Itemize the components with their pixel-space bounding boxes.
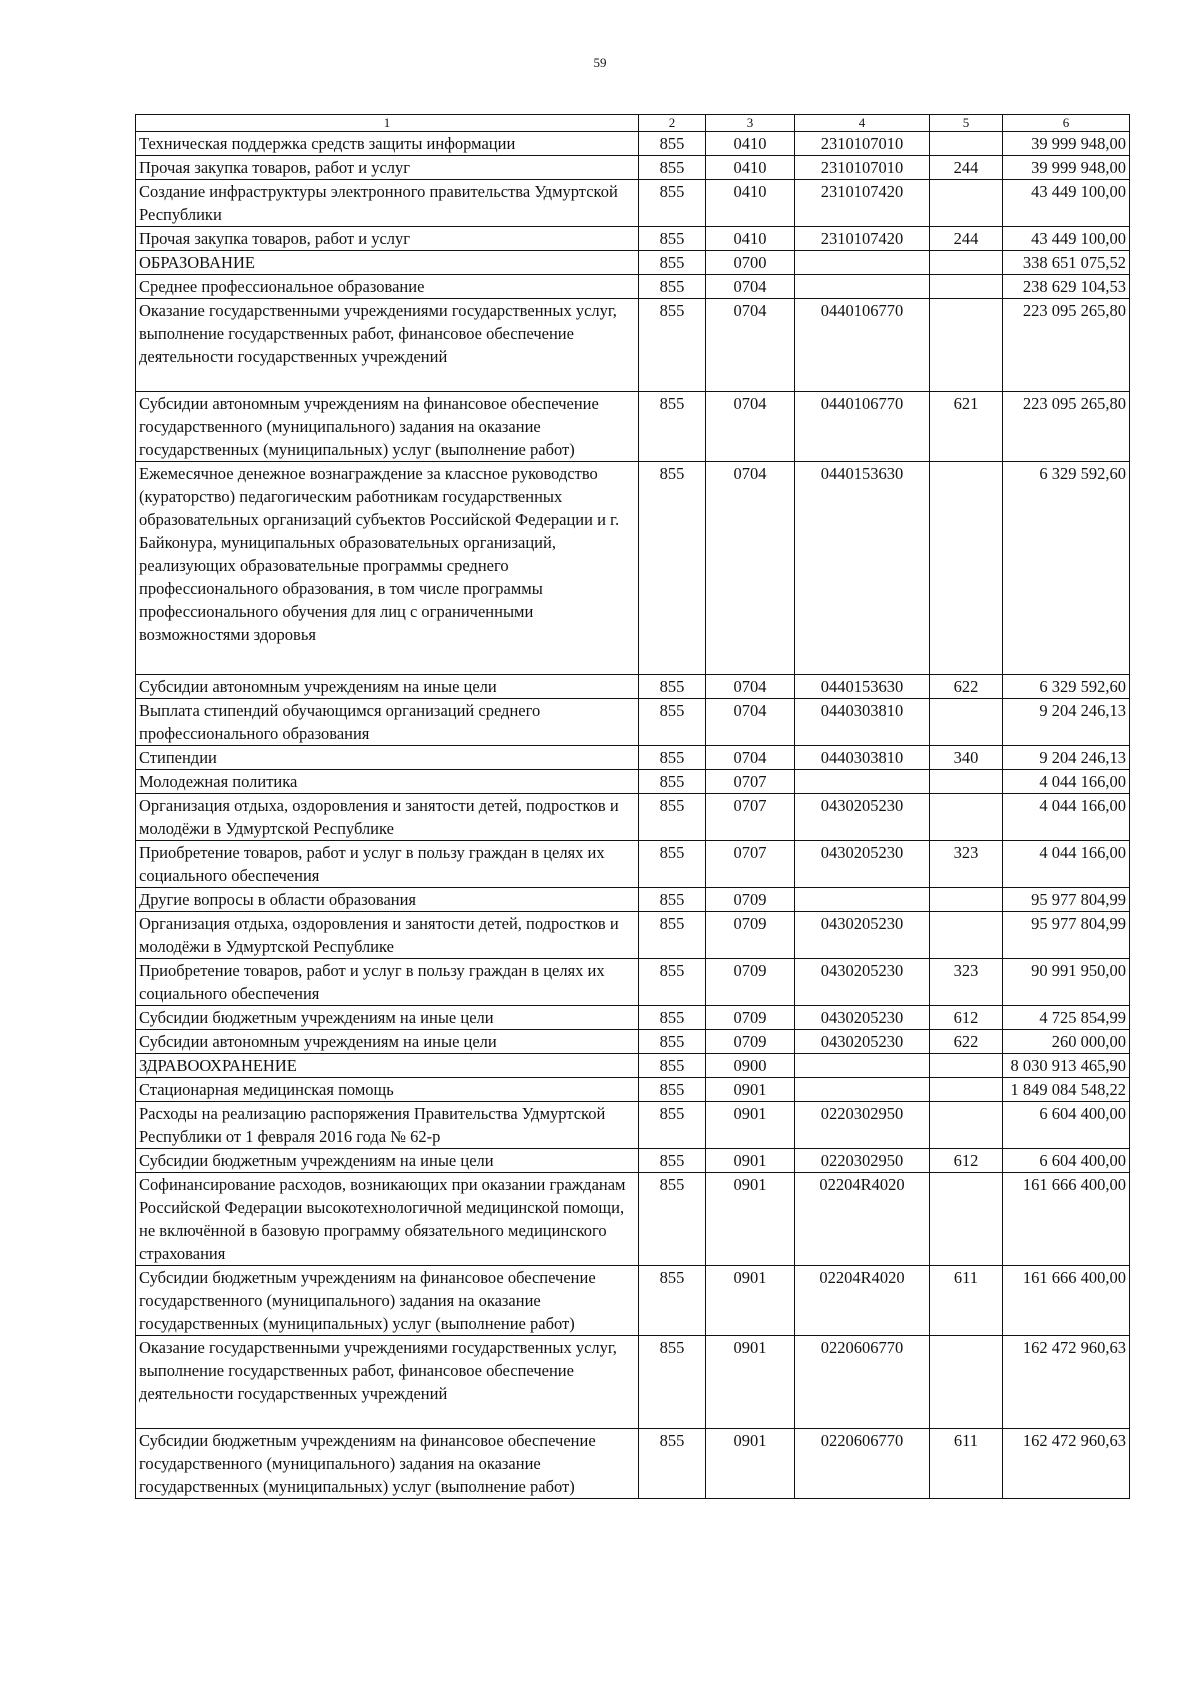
- item-name-cell: Организация отдыха, оздоровления и занятости детей, подростков и молодёжи в Удмуртской Республике: [136, 794, 639, 841]
- expense-type-cell: [930, 1336, 1003, 1429]
- item-name-cell: Приобретение товаров, работ и услуг в пользу граждан в целях их социального обеспечения: [136, 841, 639, 888]
- item-name-cell: Субсидии автономным учреждениям на иные цели: [136, 675, 639, 699]
- section-code-cell: 0704: [706, 746, 795, 770]
- table-row: [136, 841, 1130, 888]
- amount-cell: 43 449 100,00: [1003, 180, 1130, 227]
- item-name-cell: ЗДРАВООХРАНЕНИЕ: [136, 1054, 639, 1078]
- amount-cell: 6 604 400,00: [1003, 1149, 1130, 1173]
- admin-code-cell: 855: [639, 1030, 706, 1054]
- target-article-cell: [795, 770, 930, 794]
- admin-code-cell: 855: [639, 1006, 706, 1030]
- target-article-cell: 2310107420: [795, 180, 930, 227]
- target-article-cell: 0440303810: [795, 746, 930, 770]
- expense-type-cell: 612: [930, 1149, 1003, 1173]
- table-row: [136, 392, 1130, 462]
- target-article-cell: 02204R4020: [795, 1173, 930, 1266]
- section-code-cell: 0707: [706, 770, 795, 794]
- table-row: [136, 180, 1130, 227]
- section-code-cell: 0901: [706, 1173, 795, 1266]
- target-article-cell: 0430205230: [795, 912, 930, 959]
- table-row: [136, 156, 1130, 180]
- admin-code-cell: 855: [639, 959, 706, 1006]
- item-name-cell: Субсидии бюджетным учреждениям на финансовое обеспечение государственного (муниципального) задания на оказание государственных (муниципальных) услуг (выполнение работ): [136, 1429, 639, 1499]
- item-name-cell: Приобретение товаров, работ и услуг в пользу граждан в целях их социального обеспечения: [136, 959, 639, 1006]
- table-row: [136, 132, 1130, 156]
- target-article-cell: 0220606770: [795, 1429, 930, 1499]
- target-article-cell: 0220302950: [795, 1149, 930, 1173]
- item-name-cell: Выплата стипендий обучающимся организаций среднего профессионального образования: [136, 699, 639, 746]
- expense-type-cell: 621: [930, 392, 1003, 462]
- expense-type-cell: [930, 180, 1003, 227]
- amount-cell: 162 472 960,63: [1003, 1429, 1130, 1499]
- amount-cell: 6 329 592,60: [1003, 675, 1130, 699]
- section-code-cell: 0901: [706, 1266, 795, 1336]
- amount-cell: 162 472 960,63: [1003, 1336, 1130, 1429]
- item-name-cell: Создание инфраструктуры электронного правительства Удмуртской Республики: [136, 180, 639, 227]
- target-article-cell: [795, 1078, 930, 1102]
- expense-type-cell: [930, 699, 1003, 746]
- table-row: [136, 1006, 1130, 1030]
- amount-cell: 4 044 166,00: [1003, 794, 1130, 841]
- expense-type-cell: 323: [930, 841, 1003, 888]
- item-name-cell: Прочая закупка товаров, работ и услуг: [136, 227, 639, 251]
- amount-cell: 223 095 265,80: [1003, 392, 1130, 462]
- expense-type-cell: 622: [930, 675, 1003, 699]
- table-row: [136, 794, 1130, 841]
- admin-code-cell: 855: [639, 156, 706, 180]
- section-code-cell: 0704: [706, 699, 795, 746]
- amount-cell: 6 329 592,60: [1003, 462, 1130, 675]
- expense-type-cell: [930, 1102, 1003, 1149]
- item-name-cell: Молодежная политика: [136, 770, 639, 794]
- header-cell: 6: [1003, 115, 1130, 132]
- amount-cell: 161 666 400,00: [1003, 1266, 1130, 1336]
- item-name-cell: Субсидии бюджетным учреждениям на иные цели: [136, 1006, 639, 1030]
- admin-code-cell: 855: [639, 888, 706, 912]
- amount-cell: 1 849 084 548,22: [1003, 1078, 1130, 1102]
- target-article-cell: 0440153630: [795, 462, 930, 675]
- table-row: [136, 888, 1130, 912]
- item-name-cell: Организация отдыха, оздоровления и занятости детей, подростков и молодёжи в Удмуртской Республике: [136, 912, 639, 959]
- section-code-cell: 0709: [706, 912, 795, 959]
- section-code-cell: 0410: [706, 156, 795, 180]
- target-article-cell: 0220606770: [795, 1336, 930, 1429]
- admin-code-cell: 855: [639, 132, 706, 156]
- section-code-cell: 0410: [706, 227, 795, 251]
- target-article-cell: 0440153630: [795, 675, 930, 699]
- section-code-cell: 0709: [706, 888, 795, 912]
- table-row: [136, 746, 1130, 770]
- header-cell: 3: [706, 115, 795, 132]
- expense-type-cell: [930, 132, 1003, 156]
- admin-code-cell: 855: [639, 841, 706, 888]
- admin-code-cell: 855: [639, 1054, 706, 1078]
- item-name-cell: Субсидии автономным учреждениям на иные цели: [136, 1030, 639, 1054]
- admin-code-cell: 855: [639, 392, 706, 462]
- admin-code-cell: 855: [639, 699, 706, 746]
- section-code-cell: 0704: [706, 462, 795, 675]
- table-row: [136, 959, 1130, 1006]
- table-row: [136, 770, 1130, 794]
- admin-code-cell: 855: [639, 1149, 706, 1173]
- item-name-cell: Среднее профессиональное образование: [136, 275, 639, 299]
- table-row: [136, 299, 1130, 392]
- target-article-cell: 2310107420: [795, 227, 930, 251]
- amount-cell: 43 449 100,00: [1003, 227, 1130, 251]
- admin-code-cell: 855: [639, 912, 706, 959]
- admin-code-cell: 855: [639, 275, 706, 299]
- admin-code-cell: 855: [639, 180, 706, 227]
- target-article-cell: 0440303810: [795, 699, 930, 746]
- item-name-cell: Оказание государственными учреждениями государственных услуг, выполнение государственных работ, финансовое обеспечение деятельности государственных учреждений: [136, 299, 639, 392]
- target-article-cell: 0440106770: [795, 299, 930, 392]
- expense-type-cell: [930, 1054, 1003, 1078]
- table-row: [136, 1429, 1130, 1499]
- section-code-cell: 0704: [706, 299, 795, 392]
- table-row: [136, 1054, 1130, 1078]
- target-article-cell: 0430205230: [795, 1006, 930, 1030]
- table-row: [136, 1102, 1130, 1149]
- amount-cell: 9 204 246,13: [1003, 699, 1130, 746]
- budget-table: [135, 114, 1130, 1499]
- target-article-cell: 0430205230: [795, 841, 930, 888]
- expense-type-cell: [930, 912, 1003, 959]
- section-code-cell: 0901: [706, 1102, 795, 1149]
- table-row: [136, 1173, 1130, 1266]
- target-article-cell: [795, 1054, 930, 1078]
- item-name-cell: Субсидии бюджетным учреждениям на иные цели: [136, 1149, 639, 1173]
- section-code-cell: 0707: [706, 841, 795, 888]
- target-article-cell: [795, 251, 930, 275]
- amount-cell: 8 030 913 465,90: [1003, 1054, 1130, 1078]
- amount-cell: 4 044 166,00: [1003, 841, 1130, 888]
- table-row: [136, 275, 1130, 299]
- section-code-cell: 0709: [706, 1030, 795, 1054]
- section-code-cell: 0700: [706, 251, 795, 275]
- item-name-cell: Прочая закупка товаров, работ и услуг: [136, 156, 639, 180]
- section-code-cell: 0704: [706, 675, 795, 699]
- table-row: [136, 227, 1130, 251]
- admin-code-cell: 855: [639, 794, 706, 841]
- admin-code-cell: 855: [639, 770, 706, 794]
- expense-type-cell: 244: [930, 227, 1003, 251]
- expense-type-cell: 622: [930, 1030, 1003, 1054]
- amount-cell: 223 095 265,80: [1003, 299, 1130, 392]
- header-cell: 4: [795, 115, 930, 132]
- admin-code-cell: 855: [639, 251, 706, 275]
- admin-code-cell: 855: [639, 675, 706, 699]
- section-code-cell: 0901: [706, 1149, 795, 1173]
- expense-type-cell: 612: [930, 1006, 1003, 1030]
- expense-type-cell: 611: [930, 1266, 1003, 1336]
- item-name-cell: Расходы на реализацию распоряжения Правительства Удмуртской Республики от 1 февраля 2016 года № 62-р: [136, 1102, 639, 1149]
- table-row: [136, 1266, 1130, 1336]
- expense-type-cell: 244: [930, 156, 1003, 180]
- amount-cell: 39 999 948,00: [1003, 132, 1130, 156]
- amount-cell: 90 991 950,00: [1003, 959, 1130, 1006]
- item-name-cell: Ежемесячное денежное вознаграждение за классное руководство (кураторство) педагогическим работникам государственных образовательных организаций субъектов Российской Федерации и г. Байконура, муниципальных образовательных организаций, реализующих образовательные программы среднего профессионального образования, в том числе программы профессионального обучения для лиц с ограниченными возможностями здоровья: [136, 462, 639, 675]
- expense-type-cell: [930, 888, 1003, 912]
- amount-cell: 260 000,00: [1003, 1030, 1130, 1054]
- amount-cell: 338 651 075,52: [1003, 251, 1130, 275]
- item-name-cell: Субсидии бюджетным учреждениям на финансовое обеспечение государственного (муниципального) задания на оказание государственных (муниципальных) услуг (выполнение работ): [136, 1266, 639, 1336]
- admin-code-cell: 855: [639, 1078, 706, 1102]
- target-article-cell: 0220302950: [795, 1102, 930, 1149]
- section-code-cell: 0901: [706, 1078, 795, 1102]
- header-row: [136, 115, 1130, 132]
- amount-cell: 95 977 804,99: [1003, 912, 1130, 959]
- table-row: [136, 462, 1130, 675]
- expense-type-cell: [930, 770, 1003, 794]
- expense-type-cell: 323: [930, 959, 1003, 1006]
- item-name-cell: Софинансирование расходов, возникающих при оказании гражданам Российской Федерации высокотехнологичной медицинской помощи, не включённой в базовую программу обязательного медицинского страхования: [136, 1173, 639, 1266]
- item-name-cell: Стипендии: [136, 746, 639, 770]
- target-article-cell: [795, 888, 930, 912]
- amount-cell: 95 977 804,99: [1003, 888, 1130, 912]
- amount-cell: 161 666 400,00: [1003, 1173, 1130, 1266]
- target-article-cell: 0430205230: [795, 1030, 930, 1054]
- item-name-cell: Стационарная медицинская помощь: [136, 1078, 639, 1102]
- section-code-cell: 0709: [706, 959, 795, 1006]
- expense-type-cell: [930, 275, 1003, 299]
- amount-cell: 238 629 104,53: [1003, 275, 1130, 299]
- section-code-cell: 0410: [706, 180, 795, 227]
- item-name-cell: ОБРАЗОВАНИЕ: [136, 251, 639, 275]
- target-article-cell: 0430205230: [795, 959, 930, 1006]
- table-row: [136, 251, 1130, 275]
- target-article-cell: [795, 275, 930, 299]
- expense-type-cell: [930, 1173, 1003, 1266]
- admin-code-cell: 855: [639, 1429, 706, 1499]
- section-code-cell: 0707: [706, 794, 795, 841]
- target-article-cell: 2310107010: [795, 156, 930, 180]
- table-row: [136, 699, 1130, 746]
- amount-cell: 39 999 948,00: [1003, 156, 1130, 180]
- table-row: [136, 912, 1130, 959]
- amount-cell: 9 204 246,13: [1003, 746, 1130, 770]
- item-name-cell: Другие вопросы в области образования: [136, 888, 639, 912]
- target-article-cell: 02204R4020: [795, 1266, 930, 1336]
- section-code-cell: 0704: [706, 392, 795, 462]
- section-code-cell: 0709: [706, 1006, 795, 1030]
- header-cell: 1: [136, 115, 639, 132]
- admin-code-cell: 855: [639, 299, 706, 392]
- expense-type-cell: [930, 299, 1003, 392]
- section-code-cell: 0901: [706, 1336, 795, 1429]
- section-code-cell: 0901: [706, 1429, 795, 1499]
- expense-type-cell: 340: [930, 746, 1003, 770]
- amount-cell: 4 044 166,00: [1003, 770, 1130, 794]
- table-row: [136, 1030, 1130, 1054]
- target-article-cell: 0440106770: [795, 392, 930, 462]
- page-number: 59: [593, 55, 607, 70]
- amount-cell: 6 604 400,00: [1003, 1102, 1130, 1149]
- expense-type-cell: 611: [930, 1429, 1003, 1499]
- admin-code-cell: 855: [639, 1266, 706, 1336]
- amount-cell: 4 725 854,99: [1003, 1006, 1130, 1030]
- target-article-cell: 2310107010: [795, 132, 930, 156]
- table-row: [136, 1078, 1130, 1102]
- section-code-cell: 0410: [706, 132, 795, 156]
- item-name-cell: Оказание государственными учреждениями государственных услуг, выполнение государственных работ, финансовое обеспечение деятельности государственных учреждений: [136, 1336, 639, 1429]
- expense-type-cell: [930, 794, 1003, 841]
- section-code-cell: 0704: [706, 275, 795, 299]
- table-row: [136, 675, 1130, 699]
- admin-code-cell: 855: [639, 1336, 706, 1429]
- admin-code-cell: 855: [639, 227, 706, 251]
- admin-code-cell: 855: [639, 746, 706, 770]
- table-row: [136, 1149, 1130, 1173]
- admin-code-cell: 855: [639, 462, 706, 675]
- admin-code-cell: 855: [639, 1102, 706, 1149]
- table-row: [136, 1336, 1130, 1429]
- expense-type-cell: [930, 462, 1003, 675]
- header-cell: 5: [930, 115, 1003, 132]
- item-name-cell: Техническая поддержка средств защиты информации: [136, 132, 639, 156]
- header-cell: 2: [639, 115, 706, 132]
- admin-code-cell: 855: [639, 1173, 706, 1266]
- item-name-cell: Субсидии автономным учреждениям на финансовое обеспечение государственного (муниципального) задания на оказание государственных (муниципальных) услуг (выполнение работ): [136, 392, 639, 462]
- expense-type-cell: [930, 251, 1003, 275]
- target-article-cell: 0430205230: [795, 794, 930, 841]
- section-code-cell: 0900: [706, 1054, 795, 1078]
- expense-type-cell: [930, 1078, 1003, 1102]
